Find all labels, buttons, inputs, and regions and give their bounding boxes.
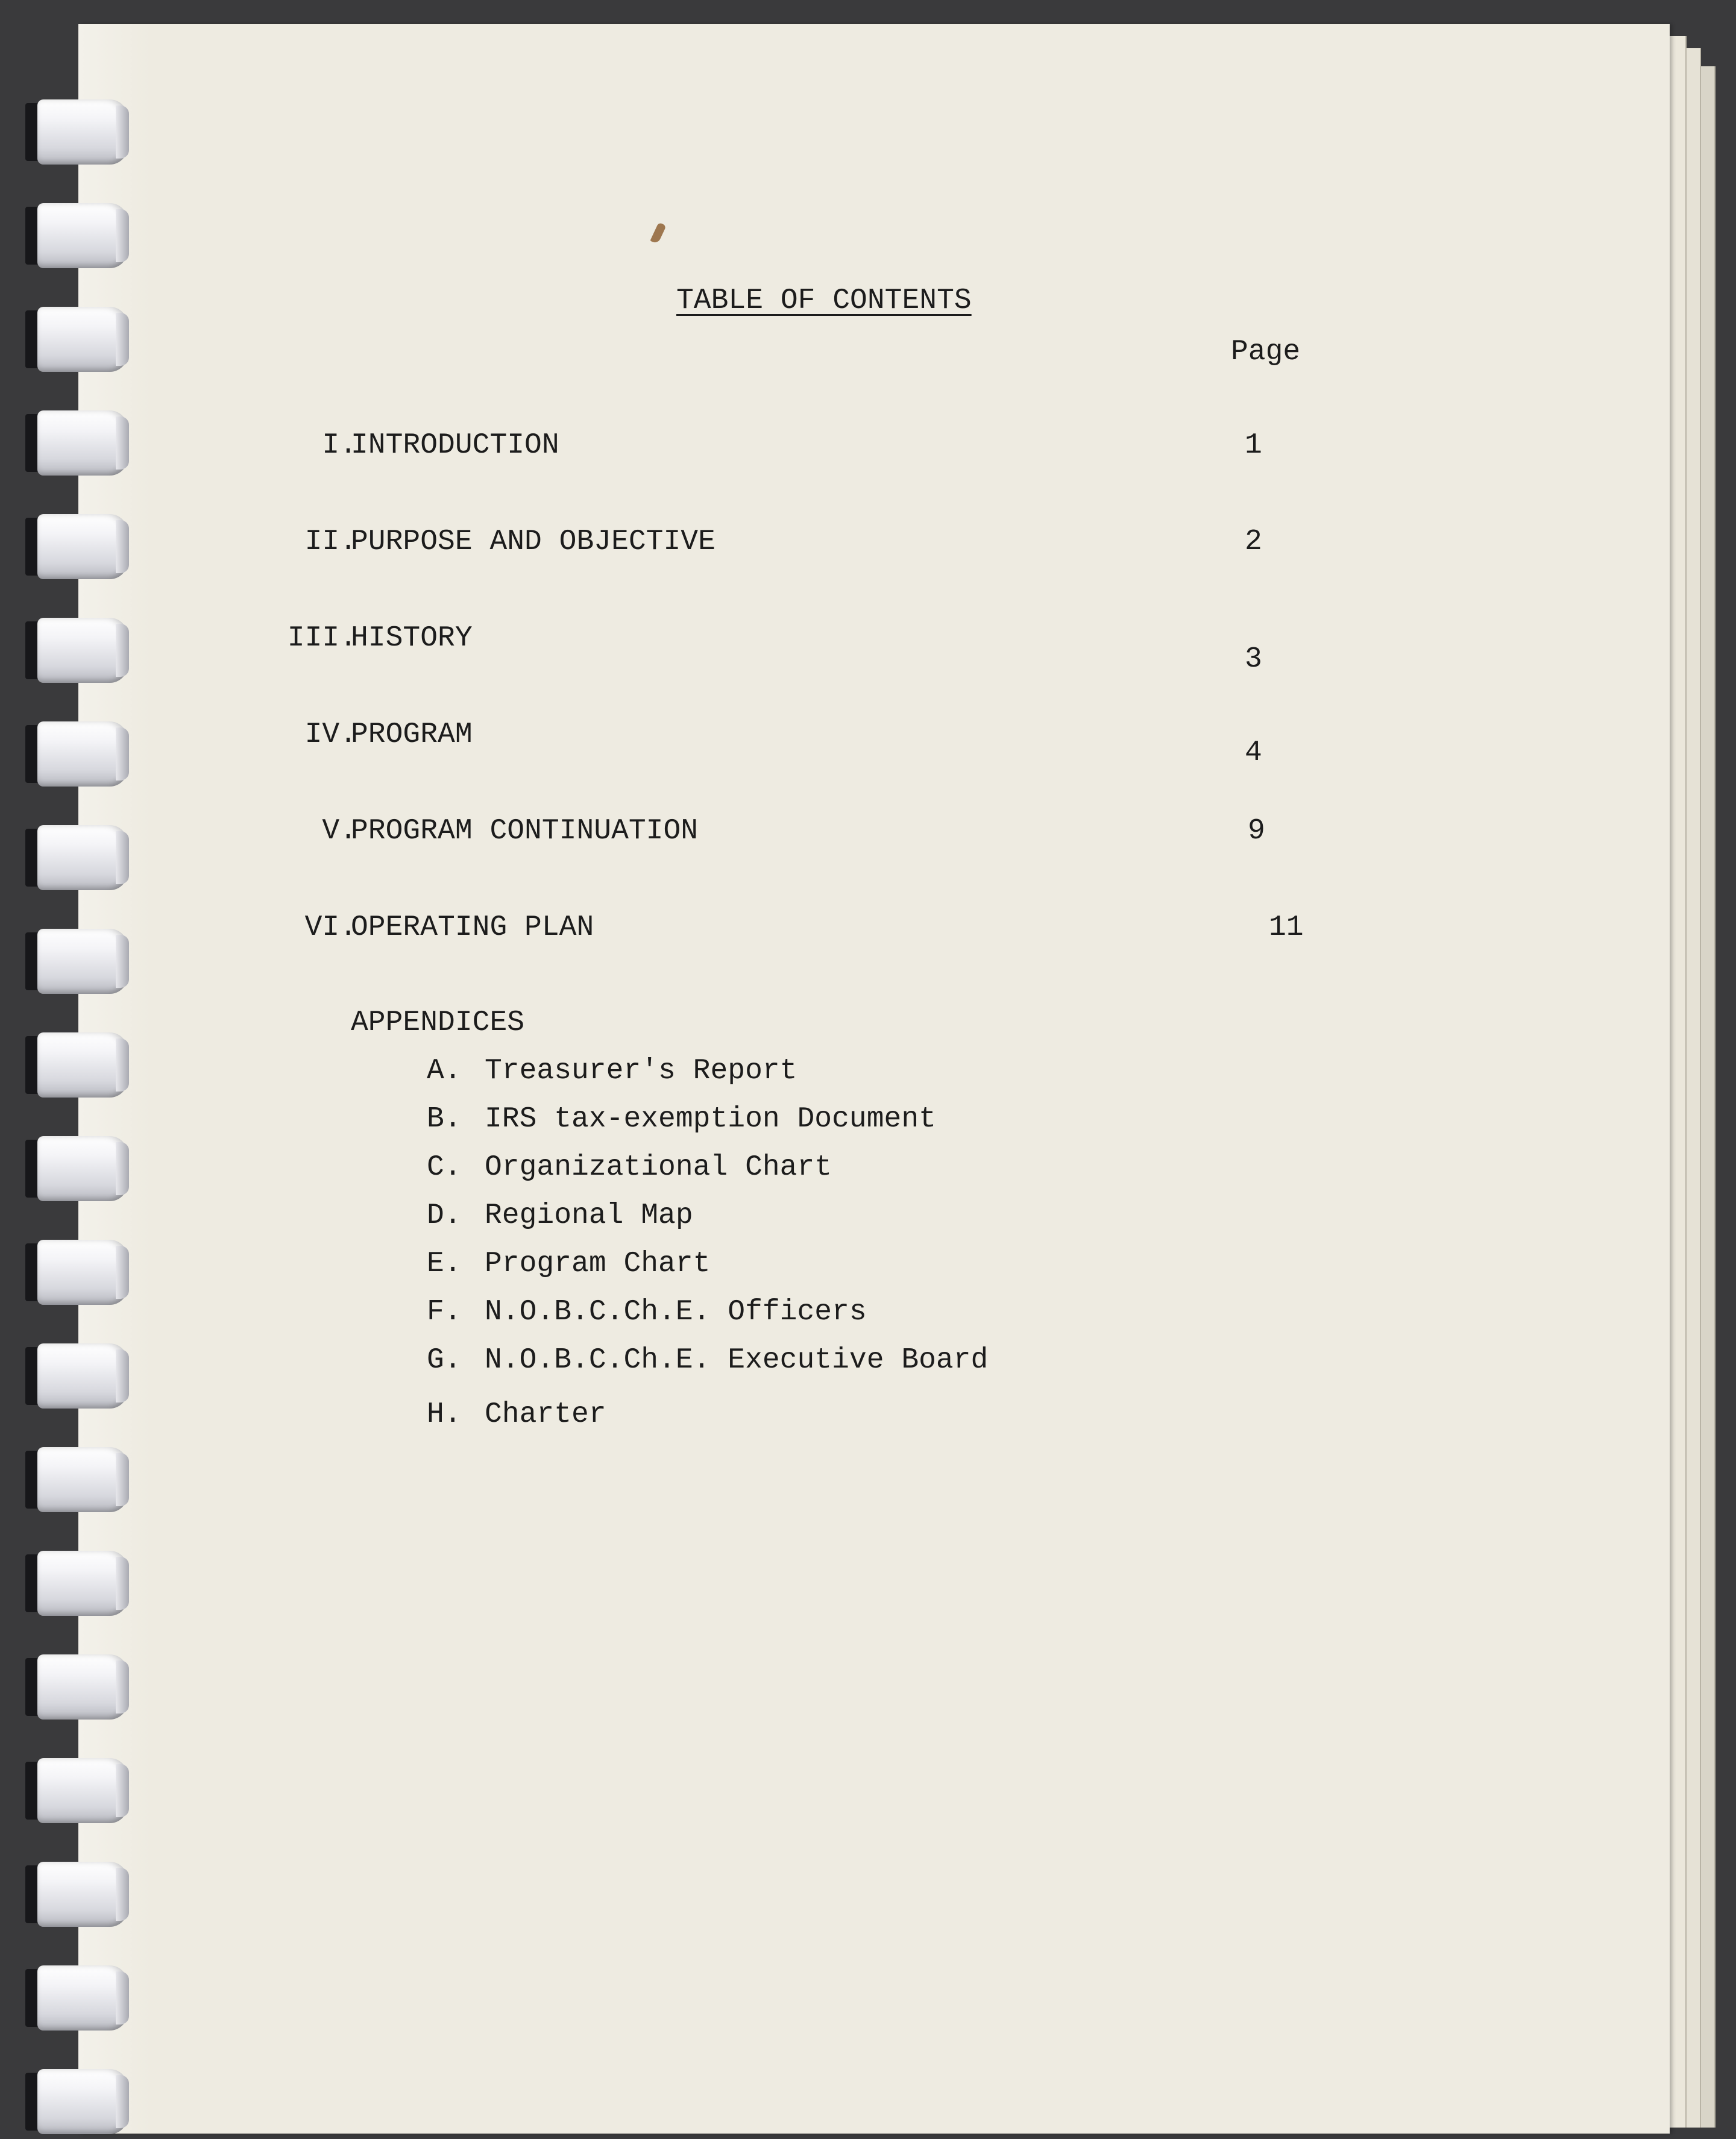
toc-entry — [78, 526, 1670, 562]
entry-title: PROGRAM CONTINUATION — [351, 815, 699, 847]
appendix-item — [427, 1248, 710, 1280]
toc-entry — [78, 622, 1670, 676]
binding-ring — [25, 1654, 131, 1721]
appendix-item — [427, 1398, 606, 1431]
entry-numeral: III. — [287, 622, 357, 655]
entry-page-number: 3 — [1245, 643, 1262, 676]
appendix-item — [427, 1344, 988, 1377]
appendix-title: IRS tax-exemption Document — [485, 1103, 936, 1135]
entry-page-number: 2 — [1245, 526, 1262, 558]
appendix-letter: D. — [427, 1199, 462, 1232]
entry-page-number: 9 — [1248, 815, 1265, 847]
appendix-item — [427, 1151, 832, 1184]
appendix-letter: C. — [427, 1151, 462, 1184]
appendix-letter: B. — [427, 1103, 462, 1135]
appendices-heading: APPENDICES — [351, 1007, 525, 1039]
binding-ring — [25, 825, 131, 891]
page-title: TABLE OF CONTENTS — [676, 284, 972, 317]
appendix-title: Organizational Chart — [485, 1151, 832, 1184]
entry-page-number: 4 — [1245, 737, 1262, 769]
binding-ring — [25, 929, 131, 995]
entry-numeral: V. — [322, 815, 357, 847]
toc-entry — [78, 718, 1670, 769]
binding-ring — [25, 1862, 131, 1928]
appendix-item — [427, 1199, 693, 1232]
binding-ring — [25, 307, 131, 373]
appendix-letter: F. — [427, 1296, 462, 1328]
page-column-heading: Page — [1231, 336, 1301, 368]
binding-ring — [25, 1447, 131, 1513]
entry-numeral: IV. — [304, 718, 357, 751]
appendix-title: Treasurer's Report — [485, 1055, 797, 1087]
binding-ring — [25, 99, 131, 166]
binding-ring — [25, 1240, 131, 1306]
binding-ring — [25, 1343, 131, 1410]
binding-ring — [25, 1136, 131, 1202]
binding-ring — [25, 1032, 131, 1099]
appendix-title: Program Chart — [485, 1248, 711, 1280]
appendix-letter: G. — [427, 1344, 462, 1377]
entry-numeral: VI. — [304, 911, 357, 944]
entry-title: PROGRAM — [351, 718, 473, 751]
binding-ring — [25, 1551, 131, 1617]
entry-numeral: I. — [322, 429, 357, 462]
binding-ring — [25, 721, 131, 788]
appendix-item — [427, 1055, 797, 1087]
entry-page-number: 1 — [1245, 429, 1262, 462]
toc-entry — [78, 429, 1670, 465]
appendix-letter: H. — [427, 1398, 462, 1431]
appendix-title: N.O.B.C.Ch.E. Executive Board — [485, 1344, 989, 1377]
binding-ring — [25, 2069, 131, 2135]
binding-ring — [25, 1965, 131, 2032]
appendix-item — [427, 1103, 936, 1135]
entry-numeral: II. — [304, 526, 357, 558]
appendix-item — [427, 1296, 867, 1328]
appendix-title: Charter — [485, 1398, 606, 1431]
toc-entry — [78, 911, 1670, 947]
entry-page-number: 11 — [1269, 911, 1304, 944]
entry-title: PURPOSE AND OBJECTIVE — [351, 526, 715, 558]
toc-content — [78, 24, 1670, 2134]
binding-ring — [25, 514, 131, 580]
binding-ring — [25, 618, 131, 684]
binding-ring — [25, 410, 131, 477]
binding-ring — [25, 1758, 131, 1824]
entry-title: HISTORY — [351, 622, 473, 655]
binding-ring — [25, 203, 131, 269]
appendix-letter: E. — [427, 1248, 462, 1280]
entry-title: OPERATING PLAN — [351, 911, 594, 944]
appendix-title: N.O.B.C.Ch.E. Officers — [485, 1296, 867, 1328]
entry-title: INTRODUCTION — [351, 429, 559, 462]
appendix-letter: A. — [427, 1055, 462, 1087]
toc-entry — [78, 815, 1670, 851]
document-page — [78, 24, 1670, 2134]
appendix-title: Regional Map — [485, 1199, 693, 1232]
